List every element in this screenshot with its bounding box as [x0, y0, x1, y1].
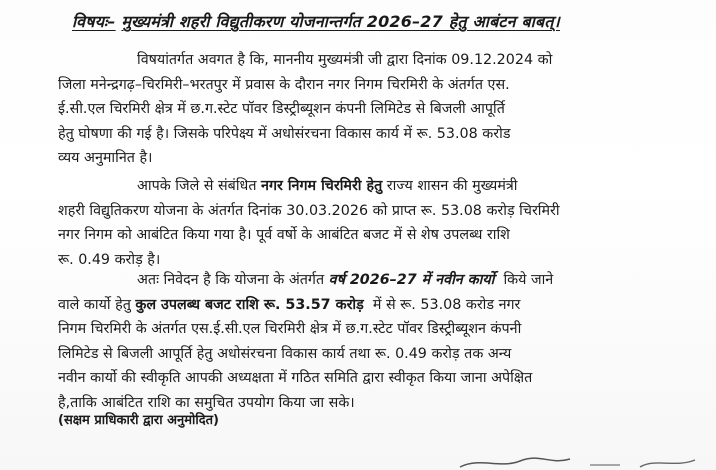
- paragraph-2-line-2: शहरी विद्युतिकरण योजना के अंतर्गत दिनांक 30.03.2026 को प्राप्त रू. 53.08 करोड़ चिरमिरी: [58, 202, 560, 219]
- paragraph-3-line-2: [58, 293, 708, 318]
- paragraph-3-line-6: है,ताकि आबंटित राशि का समुचित उपयोग किया जा सके।: [58, 394, 355, 411]
- paragraph-3-bold-budget: कुल उपलब्ध बजट राशि रू. 53.57 करोड़: [135, 296, 364, 313]
- approval-note: (सक्षम प्राधिकारी द्वारा अनुमोदित): [58, 413, 219, 428]
- subject-line: [72, 10, 712, 32]
- paragraph-3-text-d: वाले कार्यो हेतु: [58, 296, 136, 313]
- signature-mark: [440, 455, 716, 470]
- subject-label: विषयः–: [72, 12, 116, 31]
- paragraph-2-text-c: राज्य शासन की मुख्यमंत्री: [382, 178, 518, 194]
- paragraph-1-line-3: ई.सी.एल चिरमिरी क्षेत्र में छ.ग.स्टेट पॉवर डिस्ट्रीब्यूशन कंपनी लिमिटेड से बिजली आपूर्ति: [58, 101, 505, 117]
- paragraph-2-line-3: नगर निगम को आबंटित किया गया है। पूर्व वर्षो के आबंटित बजट में से शेष उपलब्ध राशि: [58, 227, 510, 243]
- paragraph-3-text-a: अतः निवेदन है कि योजना के अंतर्गत: [137, 272, 329, 288]
- paragraph-1-line-4: हेतु घोषणा की गई है। जिसके परिपेक्ष्य में अधोसंरचना विकास कार्य में रू. 53.08 करोड: [58, 125, 511, 142]
- paragraph-3-line-1: [58, 268, 708, 293]
- paragraph-3-line-5: नवीन कार्यो की स्वीकृति आपकी अध्यक्षता में गठित समिति द्वारा स्वीकृत किया जाना अपेक्षित: [58, 370, 533, 386]
- paragraph-2-line-4: रू. 0.49 करोड़ है।: [58, 251, 161, 268]
- paragraph-3-text-c: किये जाने: [494, 272, 554, 288]
- paragraph-2: [58, 174, 708, 272]
- paragraph-3-bold-year: वर्ष 2026–27 में नवीन कार्यो: [328, 272, 495, 288]
- subject-text: मुख्यमंत्री शहरी विद्युतीकरण योजनान्तर्गत 2026–27 हेतु आबंटन बाबत्।: [121, 12, 560, 31]
- paragraph-3: [58, 268, 708, 415]
- paragraph-1-line-2: जिला मनेन्द्रगढ़–चिरमिरी–भरतपुर में प्रवास के दौरान नगर निगम चिरमिरी के अंतर्गत एस.: [58, 76, 510, 93]
- paragraph-1-line-1: विषयांतर्गत अवगत है कि, माननीय मुख्यमंत्री जी द्वारा दिनांक 09.12.2024 को: [137, 52, 553, 68]
- paragraph-3-line-4: लिमिटेड से बिजली आपूर्ति हेतु अधोसंरचना विकास कार्य तथा रू. 0.49 करोड़ तक अन्य: [58, 345, 512, 362]
- paragraph-2-text-a: आपके जिले से संबंधित: [137, 178, 262, 194]
- paragraph-3-line-3: निगम चिरमिरी के अंतर्गत एस.ई.सी.एल चिरमिरी क्षेत्र में छ.ग.स्टेट पॉवर डिस्ट्रीब्यूशन कंपनी: [58, 321, 522, 337]
- paragraph-3-text-e: में से रू. 53.08 करोड नगर: [363, 296, 521, 313]
- paragraph-2-bold-municipal: नगर निगम चिरमिरी हेतु: [261, 178, 383, 194]
- paragraph-2-line-1: [58, 174, 708, 199]
- paragraph-1: [58, 48, 708, 171]
- paragraph-1-line-5: व्यय अनुमानित है।: [58, 150, 153, 166]
